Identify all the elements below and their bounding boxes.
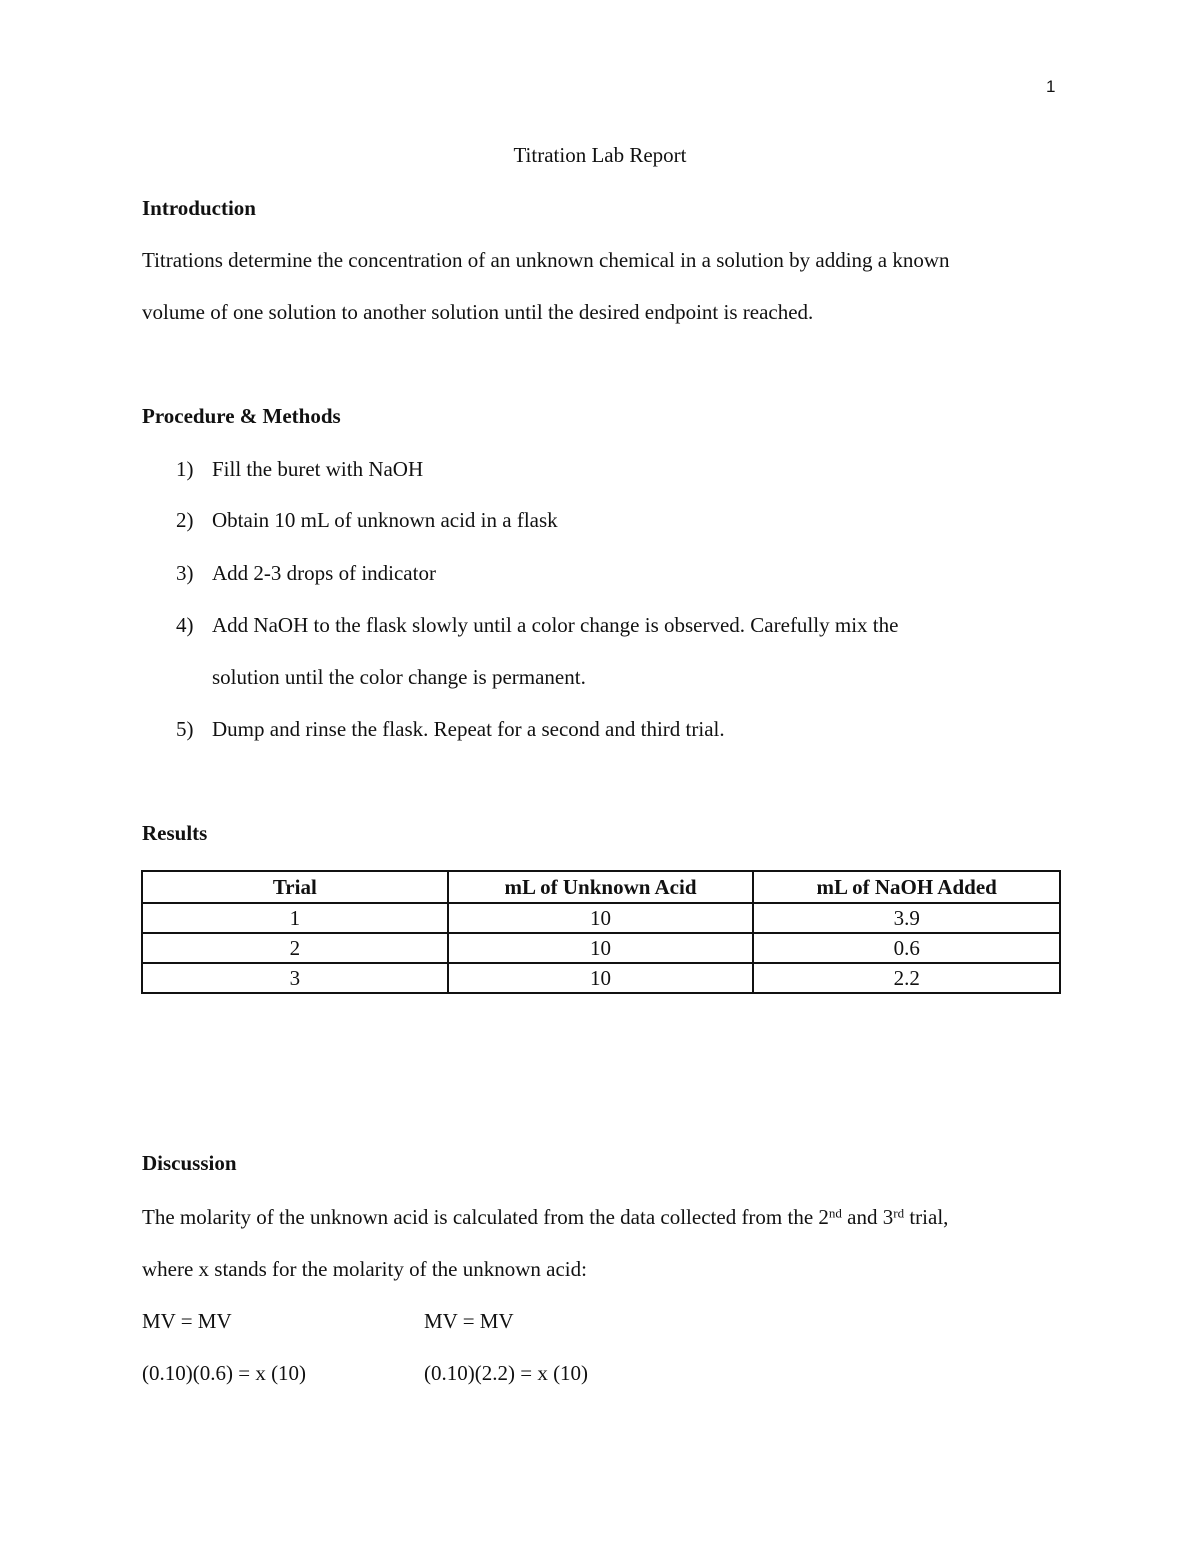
procedure-step-text-continued: solution until the color change is permanent.	[212, 665, 586, 689]
procedure-step-text: Obtain 10 mL of unknown acid in a flask	[212, 508, 558, 532]
document-title: Titration Lab Report	[513, 143, 687, 167]
table-header-row	[142, 871, 1060, 903]
procedure-step-number: 2)	[176, 508, 194, 532]
procedure-step-number: 4)	[176, 613, 194, 637]
procedure-step-text: Add 2-3 drops of indicator	[212, 561, 436, 585]
procedure-step-number: 5)	[176, 717, 194, 741]
results-heading: Results	[142, 821, 208, 845]
discussion-text: and 3	[841, 1205, 894, 1229]
page-number: 1	[1046, 77, 1056, 96]
equation-left-1: MV = MV	[142, 1309, 232, 1333]
table-row	[142, 933, 1060, 963]
column-header-acid: mL of Unknown Acid	[448, 871, 754, 903]
procedure-step-text: Add NaOH to the flask slowly until a color change is observed. Carefully mix the	[212, 613, 899, 637]
equation-left-2: (0.10)(0.6) = x (10)	[142, 1361, 307, 1385]
discussion-heading: Discussion	[142, 1151, 237, 1175]
table-cell: 3.9	[753, 903, 1060, 933]
equation-right-2: (0.10)(2.2) = x (10)	[424, 1361, 589, 1385]
results-table	[141, 870, 1061, 994]
procedure-step-number: 1)	[176, 457, 194, 481]
table-cell: 2.2	[753, 963, 1060, 993]
table-cell: 3	[142, 963, 448, 993]
table-cell: 1	[142, 903, 448, 933]
discussion-line-1	[142, 1207, 948, 1228]
discussion-line-2: where x stands for the molarity of the unknown acid:	[142, 1257, 587, 1281]
introduction-heading: Introduction	[142, 196, 256, 220]
table-cell: 2	[142, 933, 448, 963]
column-header-naoh: mL of NaOH Added	[753, 871, 1060, 903]
table-cell: 0.6	[753, 933, 1060, 963]
column-header-trial: Trial	[142, 871, 448, 903]
table-cell: 10	[448, 963, 754, 993]
discussion-text: The molarity of the unknown acid is calculated from the data collected from the 2	[142, 1205, 829, 1229]
procedure-step-text: Fill the buret with NaOH	[212, 457, 424, 481]
table-row	[142, 903, 1060, 933]
discussion-text: trial,	[904, 1205, 949, 1229]
ordinal-suffix: rd	[893, 1205, 905, 1221]
table-cell: 10	[448, 933, 754, 963]
procedure-heading: Procedure & Methods	[142, 404, 341, 428]
equation-right-1: MV = MV	[424, 1309, 514, 1333]
table-cell: 10	[448, 903, 754, 933]
ordinal-suffix: nd	[828, 1205, 842, 1221]
procedure-step-text: Dump and rinse the flask. Repeat for a second and third trial.	[212, 717, 725, 741]
procedure-step-number: 3)	[176, 561, 194, 585]
introduction-line-2: volume of one solution to another solution until the desired endpoint is reached.	[142, 300, 814, 324]
introduction-line-1: Titrations determine the concentration of an unknown chemical in a solution by adding a known	[142, 248, 950, 272]
table-row	[142, 963, 1060, 993]
